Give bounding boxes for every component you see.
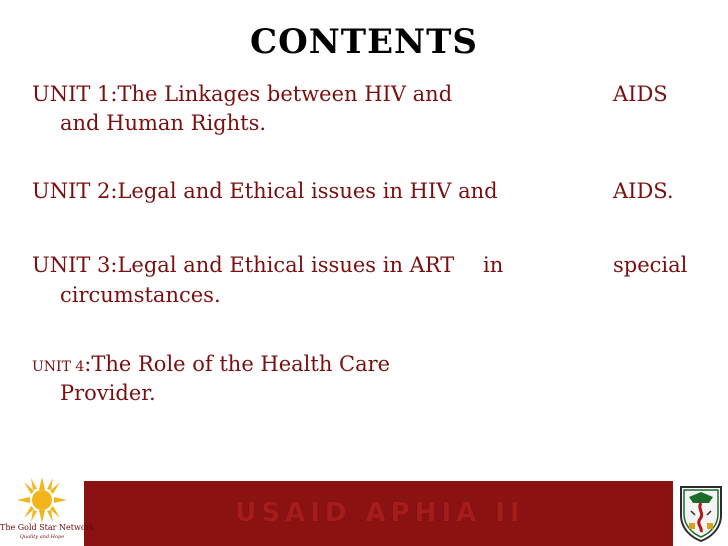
unit-3-right-word: special — [613, 253, 688, 277]
unit-3-line-2: circumstances. — [60, 283, 221, 307]
unit-1-right-word: AIDS — [613, 82, 668, 106]
unit-2-line-1: UNIT 2:Legal and Ethical issues in HIV and — [32, 179, 498, 203]
gold-star-network-name: The Gold Star Network — [0, 523, 95, 532]
sun-star-icon — [17, 477, 67, 523]
unit-3-mid-word: in — [483, 253, 504, 277]
page-title: CONTENTS — [250, 22, 478, 62]
unit-2-right-word: AIDS. — [613, 179, 674, 203]
unit-4-title: :The Role of the Health Care — [84, 352, 391, 376]
unit-4-line-2: Provider. — [60, 381, 156, 405]
unit-4-line-1 — [32, 350, 390, 382]
unit-1-line-2: and Human Rights. — [60, 111, 267, 135]
footer-text: USAID APHIA II — [235, 498, 525, 528]
unit-4-prefix: UNIT 4 — [32, 359, 85, 375]
unit-3-line-1: UNIT 3:Legal and Ethical issues in ART — [32, 253, 455, 277]
shield-crest-icon — [679, 485, 723, 543]
crest-logo — [673, 481, 728, 546]
gold-star-network-logo — [0, 471, 95, 546]
unit-1-title: UNIT 1:The Linkages between HIV and — [32, 82, 453, 106]
unit-1-line-1 — [32, 80, 452, 109]
gold-star-network-tagline: Quality and Hope — [19, 534, 65, 540]
